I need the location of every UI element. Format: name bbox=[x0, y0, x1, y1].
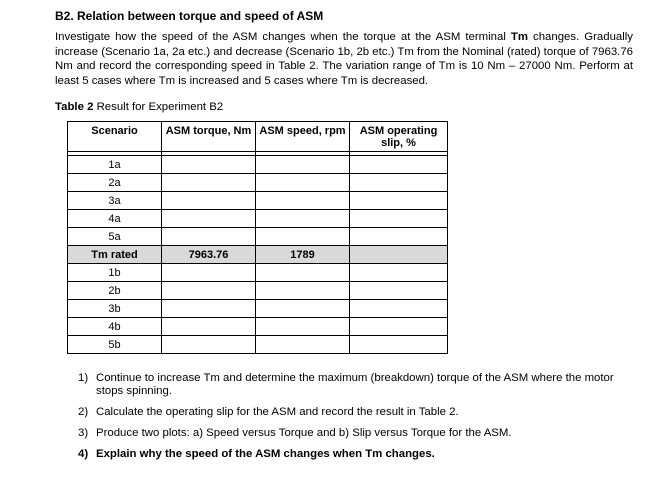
task-item bbox=[78, 372, 634, 398]
cell-slip[interactable] bbox=[350, 282, 448, 300]
header-slip: ASM operating slip, % bbox=[350, 122, 448, 152]
cell-speed[interactable] bbox=[256, 318, 350, 336]
task-item bbox=[78, 406, 634, 419]
cell-speed[interactable] bbox=[256, 300, 350, 318]
table-row bbox=[68, 246, 448, 264]
cell-slip[interactable] bbox=[350, 210, 448, 228]
cell-slip[interactable] bbox=[350, 192, 448, 210]
cell-speed[interactable] bbox=[256, 282, 350, 300]
header-scenario: Scenario bbox=[68, 122, 162, 152]
cell-scenario: 5b bbox=[68, 336, 162, 354]
cell-scenario: 5a bbox=[68, 228, 162, 246]
cell-scenario: 2a bbox=[68, 174, 162, 192]
task-item bbox=[78, 427, 634, 440]
intro-text-start: Investigate how the speed of the ASM changes when the torque at the ASM terminal bbox=[55, 31, 511, 43]
table-row bbox=[68, 282, 448, 300]
cell-speed[interactable] bbox=[256, 174, 350, 192]
task-text: Calculate the operating slip for the ASM and record the result in Table 2. bbox=[96, 406, 459, 418]
table-row bbox=[68, 192, 448, 210]
cell-slip[interactable] bbox=[350, 174, 448, 192]
section-heading: B2. Relation between torque and speed of ASM bbox=[55, 9, 324, 23]
task-number: 4) bbox=[78, 448, 89, 460]
cell-speed[interactable] bbox=[256, 192, 350, 210]
table-row bbox=[68, 228, 448, 246]
cell-scenario: 3b bbox=[68, 300, 162, 318]
table-row bbox=[68, 156, 448, 174]
cell-scenario: 4a bbox=[68, 210, 162, 228]
table-caption-label: Table 2 bbox=[55, 101, 94, 113]
cell-torque[interactable] bbox=[162, 264, 256, 282]
task-number: 3) bbox=[78, 427, 89, 439]
table-row bbox=[68, 318, 448, 336]
task-item bbox=[78, 448, 634, 461]
task-text: Produce two plots: a) Speed versus Torque and b) Slip versus Torque for the ASM. bbox=[96, 427, 512, 439]
cell-scenario: 4b bbox=[68, 318, 162, 336]
cell-speed[interactable] bbox=[256, 228, 350, 246]
task-text: Continue to increase Tm and determine the maximum (breakdown) torque of the ASM where the motor stops spinning. bbox=[96, 372, 614, 397]
cell-scenario: 2b bbox=[68, 282, 162, 300]
cell-torque[interactable] bbox=[162, 318, 256, 336]
intro-tm-term: Tm bbox=[510, 31, 528, 43]
header-speed: ASM speed, rpm bbox=[256, 122, 350, 152]
cell-speed[interactable]: 1789 bbox=[256, 246, 350, 264]
cell-torque[interactable] bbox=[162, 156, 256, 174]
cell-torque[interactable] bbox=[162, 192, 256, 210]
cell-speed[interactable] bbox=[256, 156, 350, 174]
task-text: Explain why the speed of the ASM changes when Tm changes. bbox=[96, 448, 435, 460]
task-number: 2) bbox=[78, 406, 89, 418]
cell-slip[interactable] bbox=[350, 228, 448, 246]
results-table bbox=[67, 121, 448, 354]
intro-paragraph bbox=[55, 30, 633, 88]
cell-slip[interactable] bbox=[350, 246, 448, 264]
cell-torque[interactable]: 7963.76 bbox=[162, 246, 256, 264]
cell-slip[interactable] bbox=[350, 336, 448, 354]
cell-slip[interactable] bbox=[350, 264, 448, 282]
cell-torque[interactable] bbox=[162, 228, 256, 246]
table-body bbox=[68, 152, 448, 354]
cell-scenario: 1a bbox=[68, 156, 162, 174]
intro-text-end: changes. Gradually increase (Scenario 1a, 2a etc.) and decrease (Scenario 1b, 2b etc.) Tm from the Nominal (rated) torque of 7963.76 Nm and record the corresponding speed in Table 2. The variation range of Tm is 10 Nm – 27000 Nm. Perform at least 5 cases where Tm is increased and 5 cases where Tm is decreased. bbox=[55, 31, 634, 87]
cell-torque[interactable] bbox=[162, 336, 256, 354]
table-caption bbox=[55, 101, 223, 113]
cell-torque[interactable] bbox=[162, 210, 256, 228]
table-row bbox=[68, 300, 448, 318]
header-torque: ASM torque, Nm bbox=[162, 122, 256, 152]
table-header-row bbox=[68, 122, 448, 152]
cell-slip[interactable] bbox=[350, 156, 448, 174]
task-list bbox=[78, 372, 634, 469]
cell-speed[interactable] bbox=[256, 264, 350, 282]
cell-torque[interactable] bbox=[162, 174, 256, 192]
cell-scenario: Tm rated bbox=[68, 246, 162, 264]
cell-scenario: 3a bbox=[68, 192, 162, 210]
table-row bbox=[68, 210, 448, 228]
cell-slip[interactable] bbox=[350, 318, 448, 336]
table-row bbox=[68, 174, 448, 192]
cell-speed[interactable] bbox=[256, 336, 350, 354]
table-row bbox=[68, 264, 448, 282]
cell-torque[interactable] bbox=[162, 282, 256, 300]
task-number: 1) bbox=[78, 372, 89, 384]
cell-slip[interactable] bbox=[350, 300, 448, 318]
cell-torque[interactable] bbox=[162, 300, 256, 318]
cell-speed[interactable] bbox=[256, 210, 350, 228]
table-row bbox=[68, 336, 448, 354]
table-caption-text: Result for Experiment B2 bbox=[93, 101, 224, 113]
cell-scenario: 1b bbox=[68, 264, 162, 282]
